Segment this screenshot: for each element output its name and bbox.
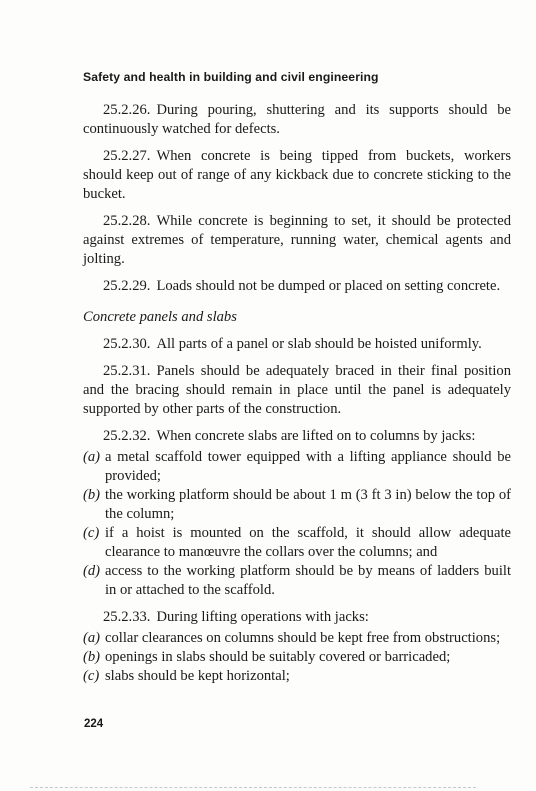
paragraph-25-2-29 bbox=[83, 277, 511, 296]
paragraph-25-2-32 bbox=[83, 427, 511, 446]
list-item-text: access to the working platform should be by means of ladders built in or attached to the scaffold. bbox=[105, 563, 511, 598]
list-item bbox=[83, 562, 511, 600]
list-item bbox=[83, 448, 511, 486]
paragraph-text: Panels should be adequately braced in their final position and the bracing should remain in place until the panel is adequately supported by other parts of the construction. bbox=[83, 363, 511, 417]
list-item-label: (b) bbox=[83, 649, 101, 665]
paragraph-number: 25.2.27. bbox=[103, 148, 151, 164]
list-item-label: (c) bbox=[83, 525, 100, 541]
list-item-text: if a hoist is mounted on the scaffold, it should allow adequate clearance to manœuvre the collars over the columns; and bbox=[105, 525, 511, 560]
list-25-2-33 bbox=[83, 629, 511, 686]
paragraph-text: Loads should not be dumped or placed on setting concrete. bbox=[156, 278, 501, 294]
list-item-label: (b) bbox=[83, 487, 101, 503]
paragraph-text: All parts of a panel or slab should be hoisted uniformly. bbox=[156, 336, 482, 352]
scan-edge-divider bbox=[30, 787, 476, 789]
paragraph-25-2-31 bbox=[83, 362, 511, 419]
paragraph-number: 25.2.26. bbox=[103, 102, 151, 118]
list-item-label: (d) bbox=[83, 563, 101, 579]
list-item-text: collar clearances on columns should be kept free from obstructions; bbox=[105, 630, 501, 646]
paragraph-25-2-33 bbox=[83, 608, 511, 627]
list-item bbox=[83, 486, 511, 524]
page-body bbox=[83, 70, 511, 694]
list-item-label: (a) bbox=[83, 630, 101, 646]
list-item-text: openings in slabs should be suitably covered or barricaded; bbox=[105, 649, 451, 665]
paragraph-number: 25.2.33. bbox=[103, 609, 151, 625]
paragraph-text: When concrete is being tipped from buckets, workers should keep out of range of any kickback due to concrete sticking to the bucket. bbox=[83, 148, 511, 202]
paragraph-25-2-26 bbox=[83, 101, 511, 139]
paragraph-text: While concrete is beginning to set, it should be protected against extremes of temperature, running water, chemical agents and jolting. bbox=[83, 213, 511, 267]
list-item bbox=[83, 524, 511, 562]
paragraph-number: 25.2.32. bbox=[103, 428, 151, 444]
paragraph-number: 25.2.28. bbox=[103, 213, 151, 229]
section-subheading: Concrete panels and slabs bbox=[83, 309, 237, 325]
list-item-label: (c) bbox=[83, 668, 100, 684]
list-item bbox=[83, 629, 511, 648]
paragraph-25-2-30 bbox=[83, 335, 511, 354]
list-item-label: (a) bbox=[83, 449, 101, 465]
page-number: 224 bbox=[84, 718, 104, 730]
paragraph-number: 25.2.30. bbox=[103, 336, 151, 352]
list-item-text: slabs should be kept horizontal; bbox=[105, 668, 290, 684]
running-head: Safety and health in building and civil engineering bbox=[83, 70, 379, 84]
paragraph-text: When concrete slabs are lifted on to columns by jacks: bbox=[156, 428, 476, 444]
list-25-2-32 bbox=[83, 448, 511, 600]
paragraph-text: During pouring, shuttering and its supports should be continuously watched for defects. bbox=[83, 102, 511, 137]
list-item-text: the working platform should be about 1 m (3 ft 3 in) below the top of the column; bbox=[105, 487, 511, 522]
list-item bbox=[83, 667, 511, 686]
paragraph-number: 25.2.31. bbox=[103, 363, 151, 379]
paragraph-25-2-28 bbox=[83, 212, 511, 269]
paragraph-number: 25.2.29. bbox=[103, 278, 151, 294]
paragraph-25-2-27 bbox=[83, 147, 511, 204]
list-item bbox=[83, 648, 511, 667]
paragraph-text: During lifting operations with jacks: bbox=[156, 609, 369, 625]
list-item-text: a metal scaffold tower equipped with a lifting appliance should be provided; bbox=[105, 449, 511, 484]
